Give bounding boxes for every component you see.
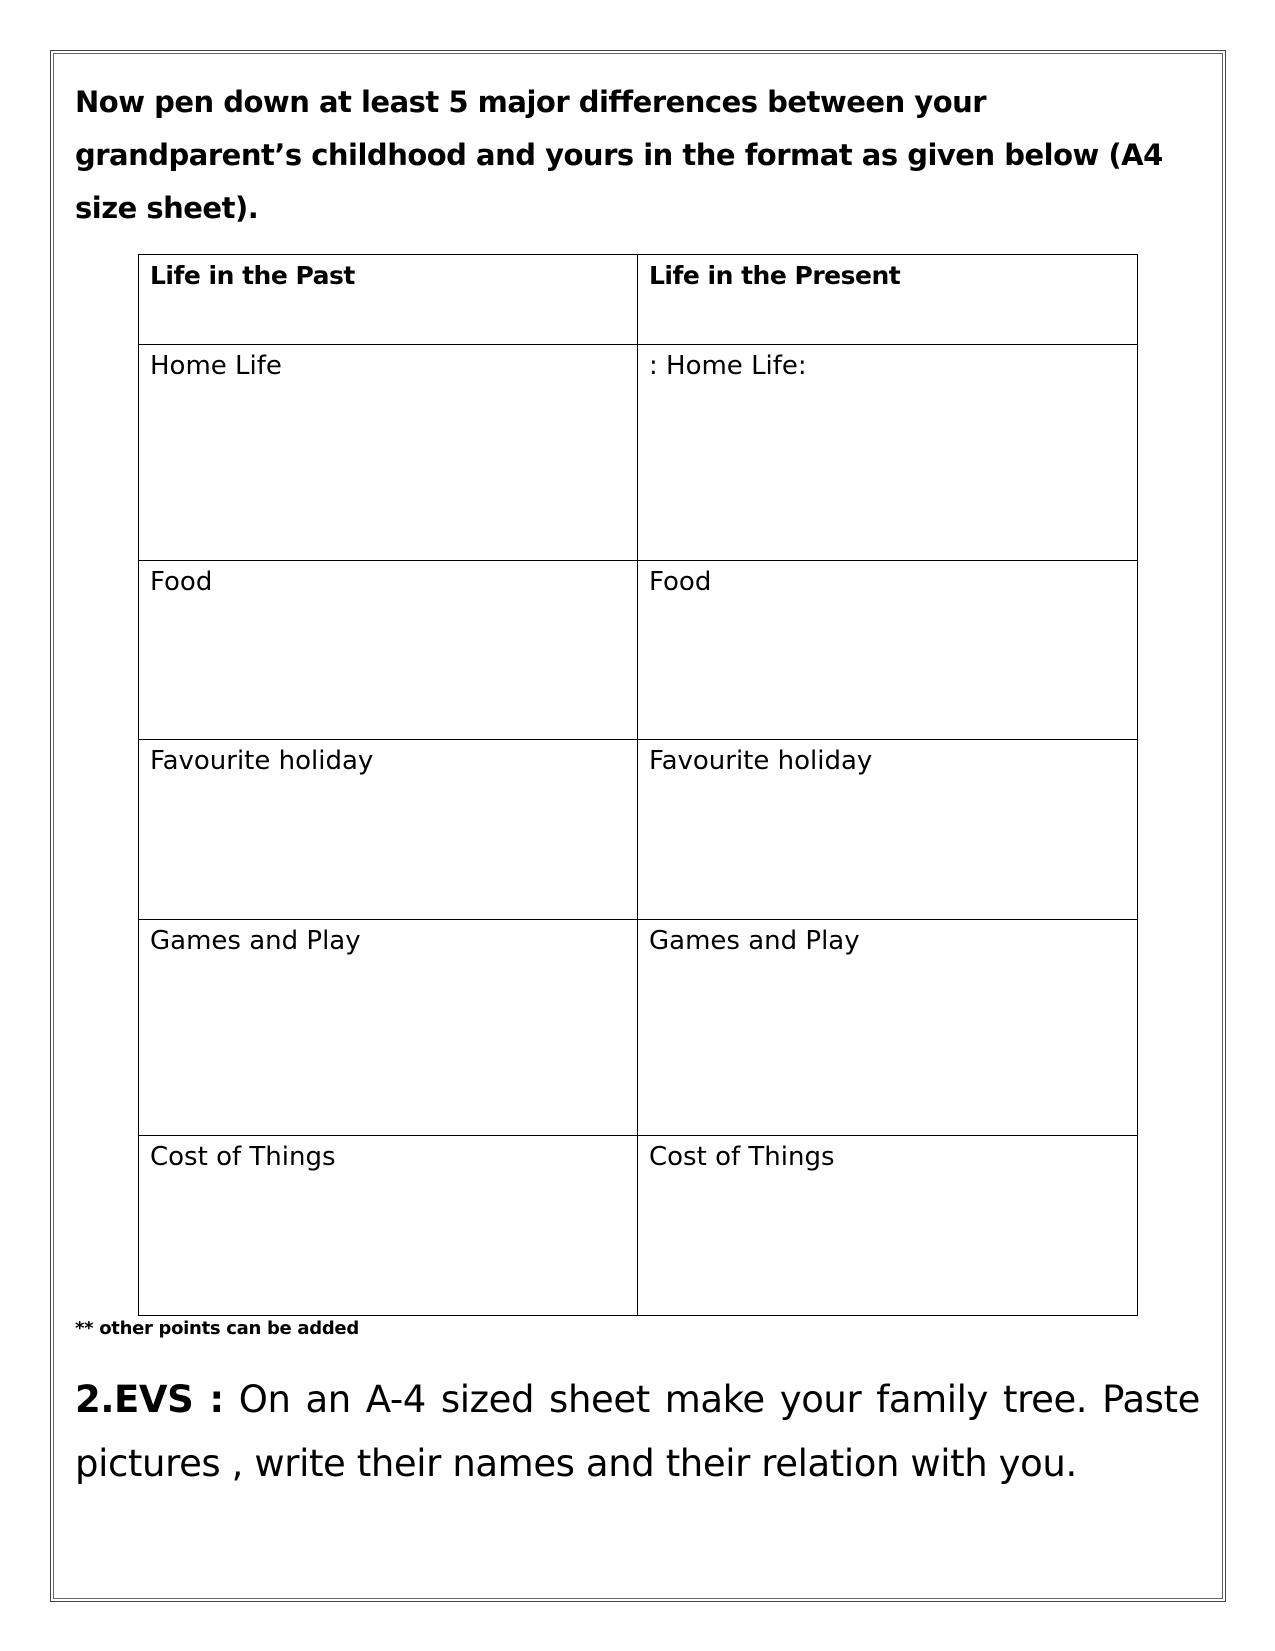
cell-present-holiday: Favourite holiday (638, 740, 1138, 920)
note-text: ** other points can be added (75, 1318, 359, 1339)
header-present: Life in the Present (638, 255, 1138, 345)
cell-present-food: Food (638, 561, 1138, 740)
cell-past-home-life: Home Life (139, 345, 638, 561)
table-row (139, 561, 1138, 740)
cell-present-games: Games and Play (638, 920, 1138, 1136)
table-row (139, 740, 1138, 920)
cell-present-cost: Cost of Things (638, 1136, 1138, 1316)
table-header-row (139, 255, 1138, 345)
evs-label: 2.EVS : (75, 1378, 224, 1421)
cell-past-holiday: Favourite holiday (139, 740, 638, 920)
evs-text: On an A-4 sized sheet make your family tree. Paste pictures , write their names and their relation with you. (75, 1378, 1200, 1485)
cell-past-food: Food (139, 561, 638, 740)
cell-past-games: Games and Play (139, 920, 638, 1136)
cell-past-cost: Cost of Things (139, 1136, 638, 1316)
cell-present-home-life: : Home Life: (638, 345, 1138, 561)
instruction-text: Now pen down at least 5 major differences between your grandparent’s childhood and yours in the format as given below (A4 size sheet). (75, 85, 1163, 225)
table-row (139, 1136, 1138, 1316)
header-past: Life in the Past (139, 255, 638, 345)
evs-task (75, 1368, 1200, 1496)
table-row (139, 345, 1138, 561)
table-row (139, 920, 1138, 1136)
comparison-table (138, 254, 1138, 1316)
